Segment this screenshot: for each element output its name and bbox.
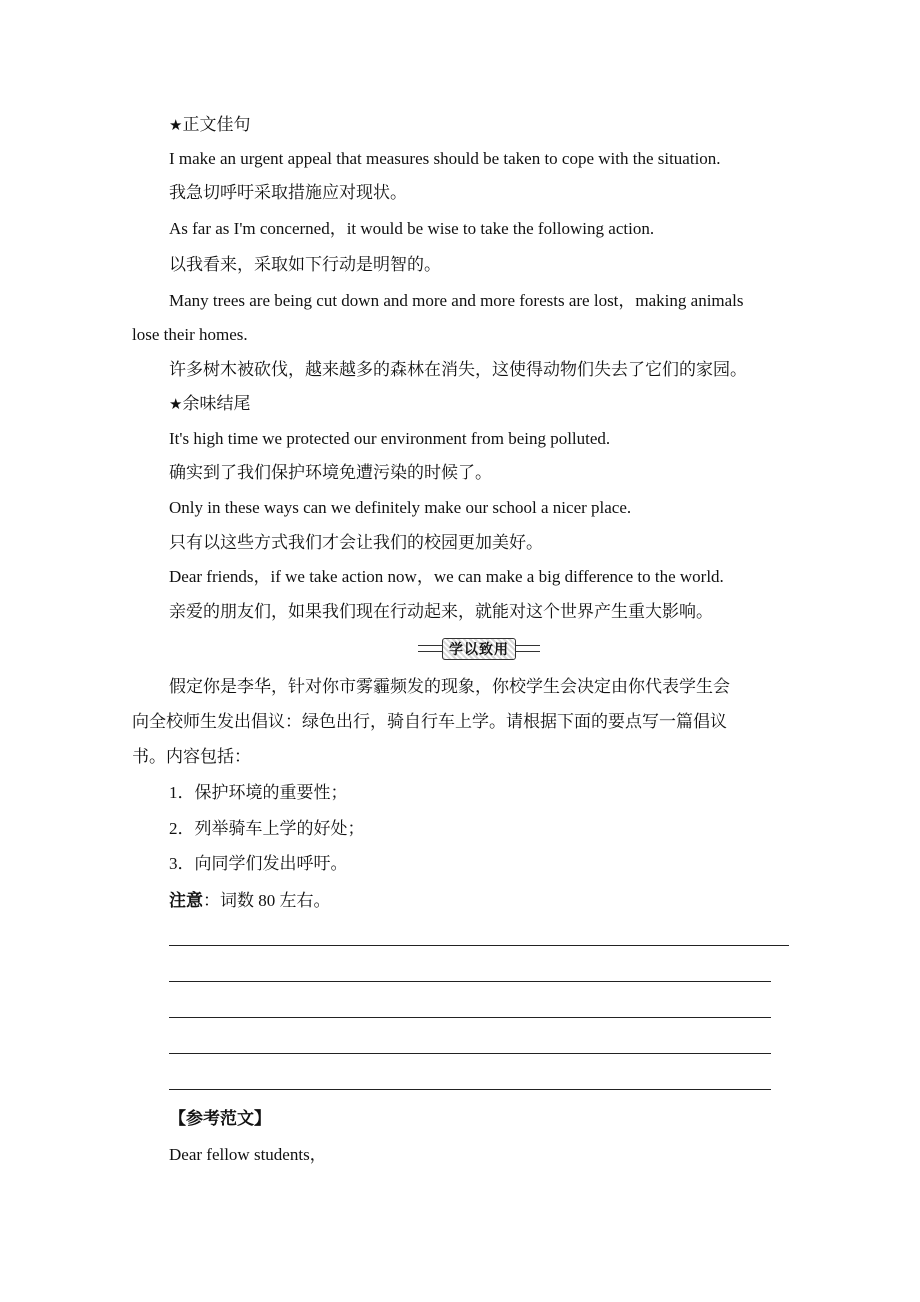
task-point-3: 3．向同学们发出呼吁。: [169, 854, 348, 873]
task-note-label: 注意: [169, 891, 203, 910]
answer-line-5: [169, 1089, 771, 1090]
section-heading-main-text: 正文佳句: [182, 115, 251, 134]
task-point-1: 1．保护环境的重要性；: [169, 783, 348, 802]
ending-en-2: Only in these ways can we definitely make our school a nicer place.: [169, 498, 632, 517]
star-icon: ★: [169, 116, 183, 134]
ending-en-1: It's high time we protected our environment from being polluted.: [169, 429, 611, 448]
sentence-en-3-line2: lose their homes.: [132, 325, 248, 344]
ending-zh-2: 只有以这些方式我们才会让我们的校园更加美好。: [169, 533, 543, 552]
star-icon: ★: [169, 395, 183, 413]
section-heading-ending: [169, 393, 250, 415]
task-prompt-line1: 假定你是李华，针对你市雾霾频发的现象，你校学生会决定由你代表学生会: [169, 677, 730, 696]
task-note-text: ：词数 80 左右。: [203, 891, 331, 910]
task-note: [169, 890, 331, 912]
reference-heading: 【参考范文】: [169, 1109, 271, 1128]
answer-line-1: [169, 945, 789, 946]
answer-line-2: [169, 981, 771, 982]
sentence-zh-2: 以我看来，采取如下行动是明智的。: [169, 255, 441, 274]
sentence-zh-1: 我急切呼吁采取措施应对现状。: [169, 183, 407, 202]
answer-line-4: [169, 1053, 771, 1054]
banner-rule-right: [516, 645, 540, 652]
ending-zh-3: 亲爱的朋友们，如果我们现在行动起来，就能对这个世界产生重大影响。: [169, 602, 713, 621]
answer-line-3: [169, 1017, 771, 1018]
ending-zh-1: 确实到了我们保护环境免遭污染的时候了。: [169, 463, 492, 482]
banner-label: 学以致用: [442, 638, 516, 660]
ending-en-3: Dear friends，if we take action now，we can make a big difference to the world.: [169, 567, 724, 586]
task-point-2: 2．列举骑车上学的好处；: [169, 819, 365, 838]
reference-greeting: Dear fellow students，: [169, 1145, 327, 1164]
sentence-en-1: I make an urgent appeal that measures should be taken to cope with the situation.: [169, 149, 721, 168]
banner-rule-left: [418, 645, 442, 652]
sentence-en-3-line1: Many trees are being cut down and more and more forests are lost，making animals: [169, 291, 744, 310]
task-prompt-line3: 书。内容包括：: [132, 747, 251, 766]
task-prompt-line2: 向全校师生发出倡议：绿色出行，骑自行车上学。请根据下面的要点写一篇倡议: [132, 712, 727, 731]
section-heading-ending-text: 余味结尾: [182, 394, 251, 413]
section-heading-main: [169, 114, 250, 136]
sentence-en-2: As far as I'm concerned，it would be wise to take the following action.: [169, 219, 655, 238]
practice-banner: [418, 638, 540, 660]
sentence-zh-3: 许多树木被砍伐，越来越多的森林在消失，这使得动物们失去了它们的家园。: [169, 360, 747, 379]
